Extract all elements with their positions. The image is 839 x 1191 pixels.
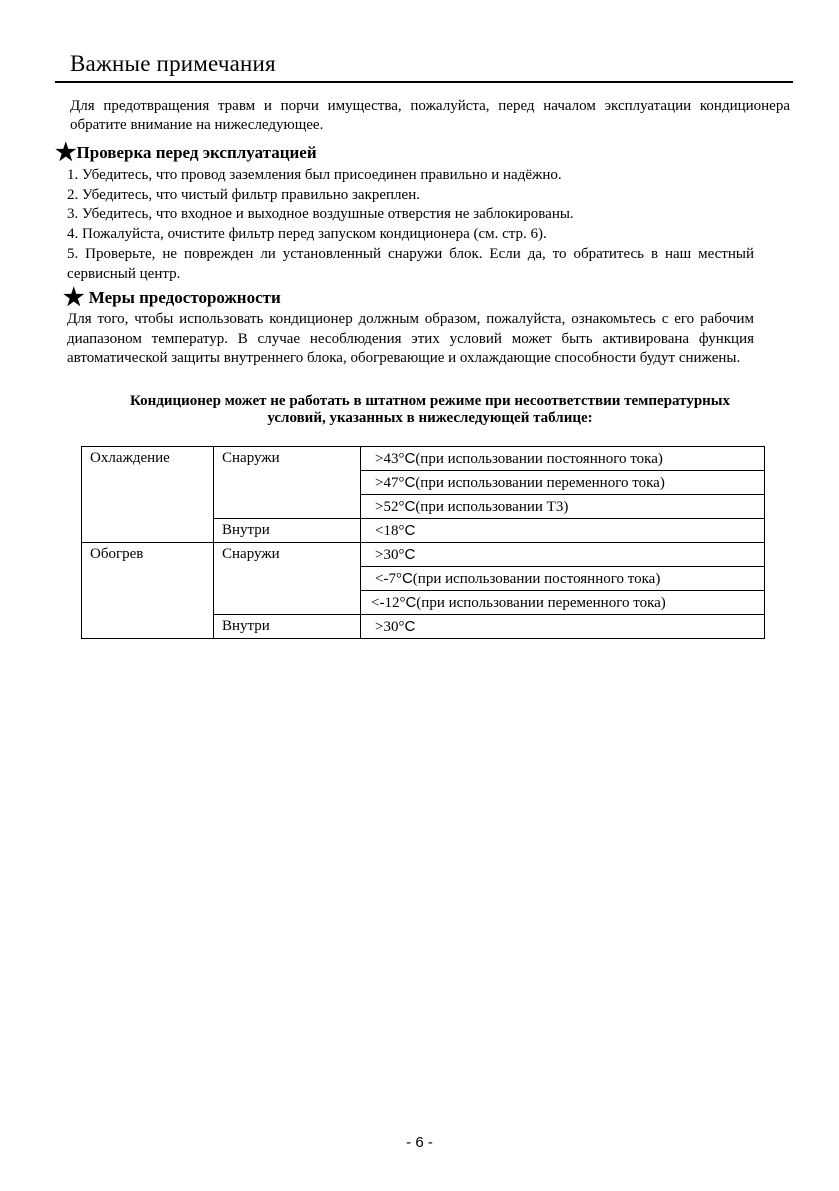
condition-cell: <-7°C(при использовании постоянного тока) <box>361 567 765 591</box>
intro-paragraph: Для предотвращения травм и порчи имущества, пожалуйста, перед началом эксплуатации кондиционера обратите внимание на нижеследующее. <box>70 98 790 133</box>
star-icon: ★ <box>63 285 85 311</box>
list-item: 4. Пожалуйста, очистите фильтр перед запуском кондиционера (см. стр. 6). <box>67 226 547 243</box>
mode-cell: Обогрев <box>82 543 214 639</box>
check-heading-text: Проверка перед эксплуатацией <box>76 143 317 162</box>
precaution-paragraph: Для того, чтобы использовать кондиционер должным образом, пожалуйста, ознакомьтесь с его рабочим диапазоном температур. В случае несоблюдения этих условий может быть активирована функция автоматической защиты внутреннего блока, обогревающие и охлаждающие способности будут снижены. <box>67 311 754 367</box>
condition-cell: >30°C <box>361 543 765 567</box>
condition-cell: <-12°C(при использовании переменного тока) <box>361 591 765 615</box>
condition-cell: <18°C <box>361 519 765 543</box>
check-section-heading <box>55 140 317 166</box>
table-note-line: условий, указанных в нижеследующей таблице: <box>267 410 593 426</box>
precaution-section-heading <box>63 285 281 311</box>
check-list <box>67 166 754 284</box>
location-cell: Внутри <box>214 519 361 543</box>
list-item: 2. Убедитесь, что чистый фильтр правильно закреплен. <box>67 186 420 203</box>
location-cell: Снаружи <box>214 543 361 615</box>
list-item: 5. Проверьте, не поврежден ли установленный снаружи блок. Если да, то обратитесь в наш местный сервисный центр. <box>67 245 754 282</box>
mode-cell: Охлаждение <box>82 447 214 543</box>
condition-cell: >43°C(при использовании постоянного тока) <box>361 447 765 471</box>
title-divider <box>55 81 793 83</box>
condition-cell: >47°C(при использовании переменного тока) <box>361 471 765 495</box>
condition-cell: >52°C(при использовании Т3) <box>361 495 765 519</box>
table-note <box>90 393 770 427</box>
table-row <box>82 543 765 567</box>
location-cell: Снаружи <box>214 447 361 519</box>
temperature-conditions-table <box>81 446 765 639</box>
list-item: 1. Убедитесь, что провод заземления был присоединен правильно и надёжно. <box>67 167 562 183</box>
table-row <box>82 447 765 471</box>
table-note-line: Кондиционер может не работать в штатном режиме при несоответствии температурных <box>129 393 731 409</box>
condition-cell: >30°C <box>361 615 765 639</box>
location-cell: Внутри <box>214 615 361 639</box>
list-item: 3. Убедитесь, что входное и выходное воздушные отверстия не заблокированы. <box>67 206 574 223</box>
precaution-heading-text: Меры предосторожности <box>88 288 281 307</box>
page-title: Важные примечания <box>70 51 276 76</box>
page-number: - 6 - <box>406 1134 433 1151</box>
star-icon: ★ <box>55 140 77 166</box>
